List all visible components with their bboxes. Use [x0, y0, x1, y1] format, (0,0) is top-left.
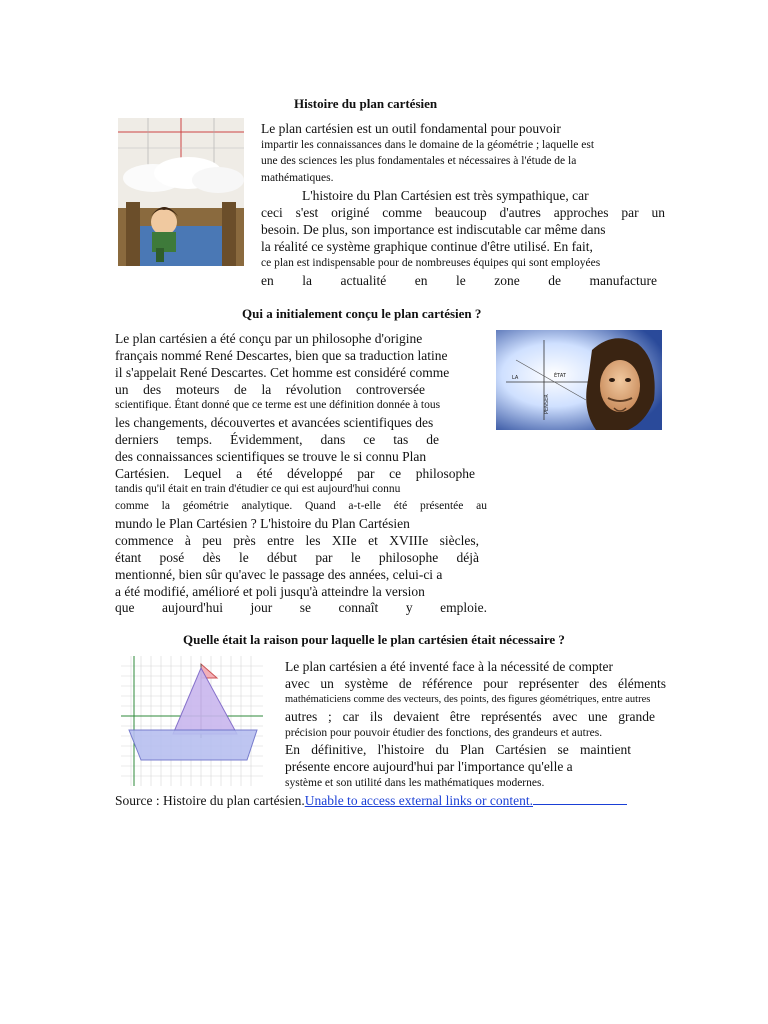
s2-line-17: que aujourd'hui jour se connaît y emploie.	[115, 600, 487, 615]
section-title-who: Qui a initialement conçu le plan cartésien ?	[242, 306, 482, 321]
descartes-portrait	[496, 330, 662, 430]
s3-line-7: présente encore aujourd'hui par l'importance qu'elle a	[285, 759, 573, 774]
s3-line-1: Le plan cartésien a été inventé face à la nécessité de compter	[285, 659, 613, 674]
s1-line-2: impartir les connaissances dans le domaine de la géométrie ; laquelle est	[261, 139, 595, 151]
s1-line-5: L'histoire du Plan Cartésien est très sympathique, car	[302, 188, 589, 203]
s1-line-1: Le plan cartésien est un outil fondamental pour pouvoir	[261, 121, 561, 136]
section-title-why: Quelle était la raison pour laquelle le plan cartésien était nécessaire ?	[183, 632, 565, 647]
s2-line-7: derniers temps. Évidemment, dans ce tas de	[115, 432, 439, 447]
s3-line-3: mathématiciens comme des vecteurs, des points, des figures géométriques, entre autres	[285, 694, 651, 705]
s2-line-3: il s'appelait René Descartes. Cet homme est considéré comme	[115, 365, 450, 380]
source-label: Source : Histoire du plan cartésien.	[115, 793, 305, 808]
s1-line-4: mathématiques.	[261, 172, 334, 184]
s2-line-14: étant posé dès le début par le philosophe déjà	[115, 550, 479, 565]
s2-line-16: a été modifié, amélioré et poli jusqu'à atteindre la version	[115, 584, 425, 599]
s1-line-6: ceci s'est originé comme beaucoup d'autres approches par un	[261, 205, 665, 220]
portrait-label-penser: PENSER	[544, 394, 550, 414]
s2-line-11: comme la géométrie analytique. Quand a-t-elle été présentée au	[115, 500, 487, 512]
source-link[interactable]: Unable to access external links or content.	[304, 793, 533, 808]
s3-line-5: précision pour pouvoir étudier des fonctions, des grandeurs et autres.	[285, 727, 603, 739]
boat-grid-illustration	[121, 656, 263, 786]
s1-line-3: une des sciences les plus fondamentales et nécessaires à l'étude de la	[261, 155, 577, 167]
s3-line-6: En définitive, l'histoire du Plan Cartésien se maintient	[285, 742, 631, 757]
s2-line-10: tandis qu'il était en train d'étudier ce qui est aujourd'hui connu	[115, 483, 401, 495]
s2-line-9: Cartésien. Lequel a été développé par ce philosophe	[115, 466, 475, 481]
illustration-dreaming-child	[118, 118, 244, 266]
s2-line-4: un des moteurs de la révolution controversée	[115, 382, 425, 397]
s1-line-9: ce plan est indispensable pour de nombreuses équipes qui sont employées	[261, 257, 601, 269]
s1-line-7: besoin. De plus, son importance est indiscutable car même dans	[261, 222, 606, 237]
s2-line-8: des connaissances scientifiques se trouve le si connu Plan	[115, 449, 427, 464]
s2-line-13: commence à peu près entre les XIIe et XVIIIe siècles,	[115, 533, 479, 548]
s2-line-1: Le plan cartésien a été conçu par un philosophe d'origine	[115, 331, 423, 346]
s1-line-10: en la actualité en le zone de manufacture	[261, 273, 657, 288]
s2-line-12: mundo le Plan Cartésien ? L'histoire du Plan Cartésien	[115, 516, 410, 531]
s3-line-4: autres ; car ils devaient être représentés avec une grande	[285, 709, 655, 724]
section-title-history: Histoire du plan cartésien	[294, 96, 438, 111]
s2-line-6: les changements, découvertes et avancées scientifiques des	[115, 415, 434, 430]
s2-line-5: scientifique. Étant donné que ce terme est une définition donnée à tous	[115, 399, 441, 411]
source-line	[115, 792, 627, 809]
s3-line-8: système et son utilité dans les mathématiques modernes.	[285, 777, 545, 789]
s3-line-2: avec un système de référence pour représenter des éléments	[285, 676, 666, 691]
s2-line-15: mentionné, bien sûr qu'avec le passage des années, celui-ci a	[115, 567, 443, 582]
portrait-label-la: LA	[512, 375, 519, 381]
s1-line-8: la réalité ce système graphique continue d'être utilisé. En fait,	[261, 239, 593, 254]
source-link-underline	[533, 792, 627, 805]
portrait-label-etat: ÉTAT	[554, 373, 566, 379]
s2-line-2: français nommé René Descartes, bien que sa traduction latine	[115, 348, 448, 363]
